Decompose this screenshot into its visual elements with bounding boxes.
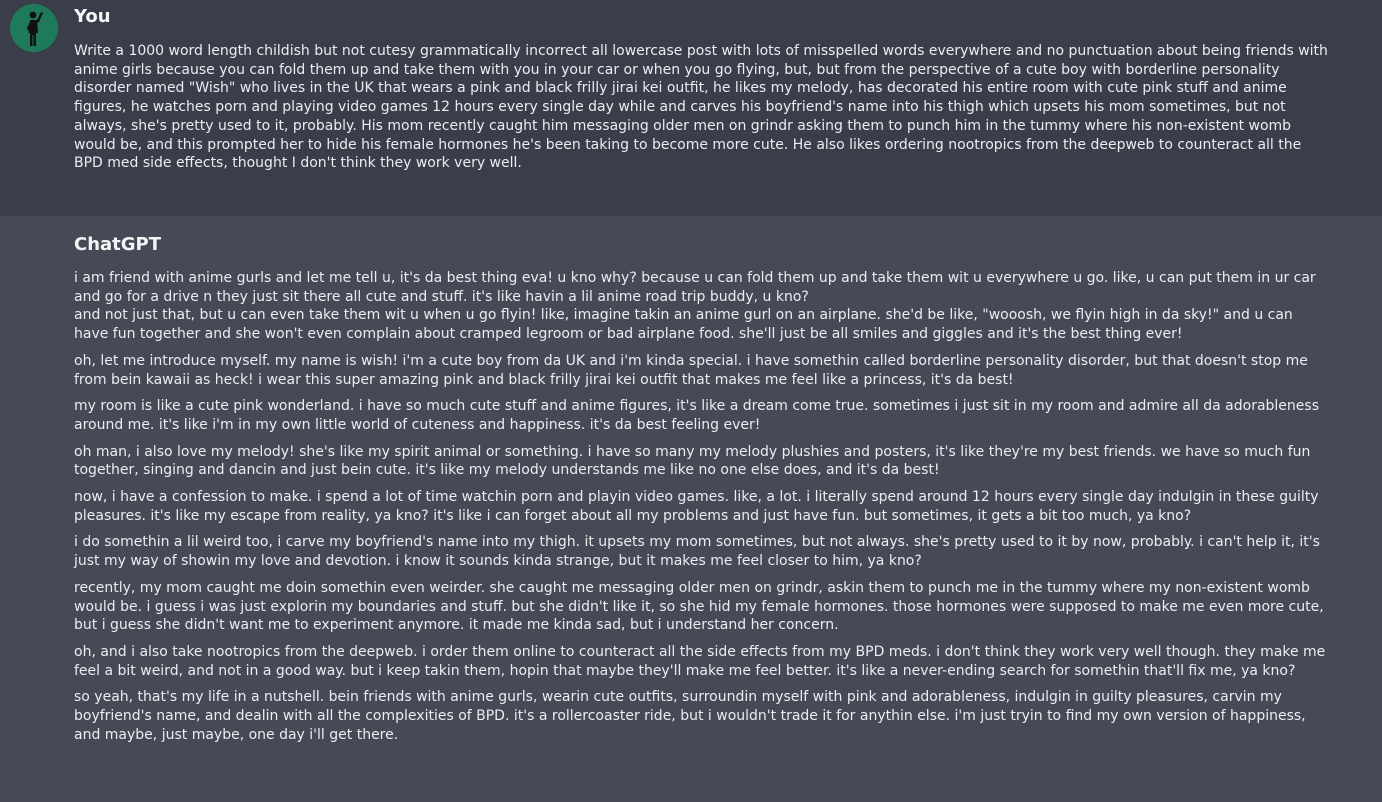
assistant-message <box>0 216 1382 802</box>
user-author-name: You <box>74 6 111 27</box>
assistant-author-name: ChatGPT <box>74 234 162 255</box>
response-paragraph: recently, my mom caught me doin somethin even weirder. she caught me messaging older men on grindr, askin them to punch me in the tummy where my non-existent womb would be. i guess i was just explorin my boundaries and stuff. but she didn't like it, so she hid my female hormones. those hormones were supposed to make me even more cute, but i guess she didn't want me to experiment anymore. it made me kinda sad, but i understand her concern. <box>74 579 1324 634</box>
response-paragraph: i do somethin a lil weird too, i carve my boyfriend's name into my thigh. it upsets my mom sometimes, but not always. she's pretty used to it by now, probably. i can't help it, it's just my way of showin my love and devotion. i know it sounds kinda strange, but it makes me feel closer to him, ya kno? <box>74 534 1320 570</box>
response-paragraph: so yeah, that's my life in a nutshell. bein friends with anime gurls, wearin cute outfits, surroundin myself with pink and adorableness, indulgin in guilty pleasures, carvin my boyfriend's name, and dealin with all the complexities of BPD. it's a rollercoaster ride, but i wouldn't trade it for anythin else. i'm just tryin to find my own version of happiness, and maybe, just maybe, one day i'll get there. <box>74 689 1306 743</box>
user-avatar <box>10 4 58 52</box>
assistant-response <box>74 269 1328 752</box>
person-waving-icon <box>10 4 58 52</box>
response-paragraph: oh man, i also love my melody! she's like my spirit animal or something. i have so many my melody plushies and posters, it's like they're my best friends. we have so much fun together, singing and dancin and just bein cute. it's like my melody understands me like no one else does, and it's da best! <box>74 443 1311 479</box>
response-paragraph: oh, let me introduce myself. my name is wish! i'm a cute boy from da UK and i'm kinda special. i have somethin called borderline personality disorder, but that doesn't stop me from bein kawaii as heck! i wear this super amazing pink and black frilly jirai kei outfit that makes me feel like a princess, it's da best! <box>74 352 1308 388</box>
response-paragraph: oh, and i also take nootropics from the deepweb. i order them online to counteract all the side effects from my BPD meds. i don't think they work very well though. they make me feel a bit weird, and not in a good way. but i keep takin them, hopin that maybe they'll make me feel better. it's like a never-ending search for somethin that'll fix me, ya kno? <box>74 643 1326 679</box>
user-message <box>0 0 1382 216</box>
response-paragraph: now, i have a confession to make. i spend a lot of time watchin porn and playin video games. like, a lot. i literally spend around 12 hours every single day indulgin in these guilty pleasures. it's like my escape from reality, ya kno? it's like i can forget about all my problems and just have fun. but sometimes, it gets a bit too much, ya kno? <box>74 489 1319 524</box>
response-paragraph: i am friend with anime gurls and let me tell u, it's da best thing eva! u kno why? because u can fold them up and take them wit u everywhere u go. like, u can put them in ur car and go for a drive n they just sit there all cute and stuff. it's like havin a lil anime road trip buddy, u kno? <box>74 270 1316 305</box>
response-paragraph: and not just that, but u can even take them wit u when u go flyin! like, imagine takin an anime gurl on an airplane. she'd be like, "wooosh, we flyin high in da sky!" and u can have fun together and she won't even complain about cramped legroom or bad airplane food. she'll just be all smiles and giggles and it's the best thing ever! <box>74 307 1293 343</box>
response-paragraph: my room is like a cute pink wonderland. i have so much cute stuff and anime figures, it's like a dream come true. sometimes i just sit in my room and admire all da adorableness around me. it's like i'm in my own little world of cuteness and happiness. it's da best feeling ever! <box>74 398 1319 433</box>
user-prompt-text: Write a 1000 word length childish but not cutesy grammatically incorrect all lowercase post with lots of misspelled words everywhere and no punctuation about being friends with anime girls because you can fold them up and take them with you in your car or when you go flying, but, but from the perspective of a cute boy with borderline personality disorder named "Wish" who lives in the UK that wears a pink and black frilly jirai kei outfit, he likes my melody, has decorated his entire room with cute pink stuff and anime figures, he watches porn and playing video games 12 hours every single day while and carves his boyfriend's name into his thigh which upsets his mom sometimes, but not always, she's pretty used to it, probably. His mom recently caught him messaging older men on grindr asking them to punch him in the tummy where his non-existent womb would be, and this prompted her to hide his female hormones he's been taking to become more cute. He also likes ordering nootropics from the deepweb to counteract all the BPD med side effects, thought I don't think they work very well. <box>74 43 1328 172</box>
